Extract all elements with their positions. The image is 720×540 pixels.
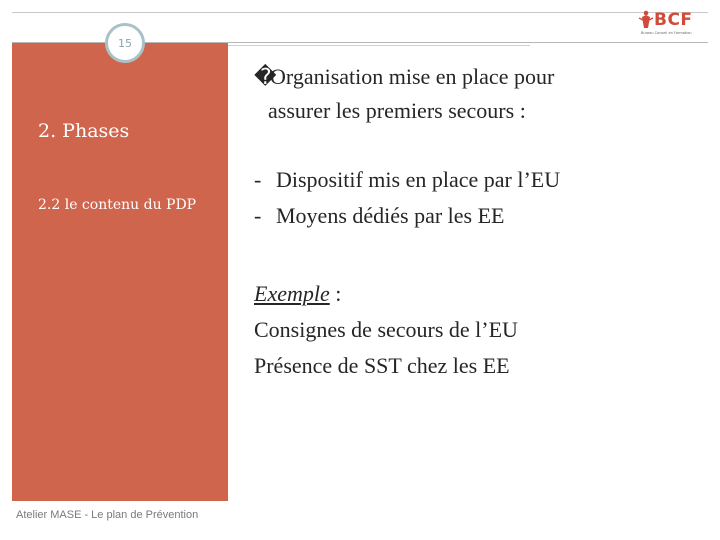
left-panel: [12, 43, 228, 501]
list-item-text: Moyens dédiés par les EE: [276, 203, 505, 228]
example-line: Consignes de secours de l’EU: [254, 317, 518, 342]
page-number-badge: [105, 23, 145, 63]
example-line: Présence de SST chez les EE: [254, 353, 510, 378]
dash-bullet: -: [254, 203, 262, 228]
logo-name: BCF: [654, 10, 693, 30]
list-item-text: Dispositif mis en place par l’EU: [276, 167, 561, 192]
list-item: [254, 198, 684, 234]
measures-list: [254, 162, 684, 234]
heading-bullet-icon: �: [254, 64, 277, 89]
main-heading: [254, 60, 684, 128]
example-label: Exemple: [254, 281, 330, 306]
slide-footer: Atelier MASE - Le plan de Prévention: [16, 509, 199, 521]
dash-bullet: -: [254, 167, 262, 192]
list-item: [254, 162, 684, 198]
page-number: 15: [118, 36, 132, 50]
example-suffix: :: [329, 281, 342, 306]
example-block: [254, 276, 684, 384]
heading-line-1: Organisation mise en place pour: [270, 64, 555, 89]
heading-line-2: assurer les premiers secours :: [268, 98, 526, 123]
main-content: [254, 60, 684, 384]
logo-tagline: Bureau Conseil en Formation: [641, 31, 692, 35]
section-title: 2. Phases: [38, 120, 130, 142]
subsection-title: 2.2 le contenu du PDP: [38, 197, 197, 213]
example-heading: [254, 276, 684, 312]
